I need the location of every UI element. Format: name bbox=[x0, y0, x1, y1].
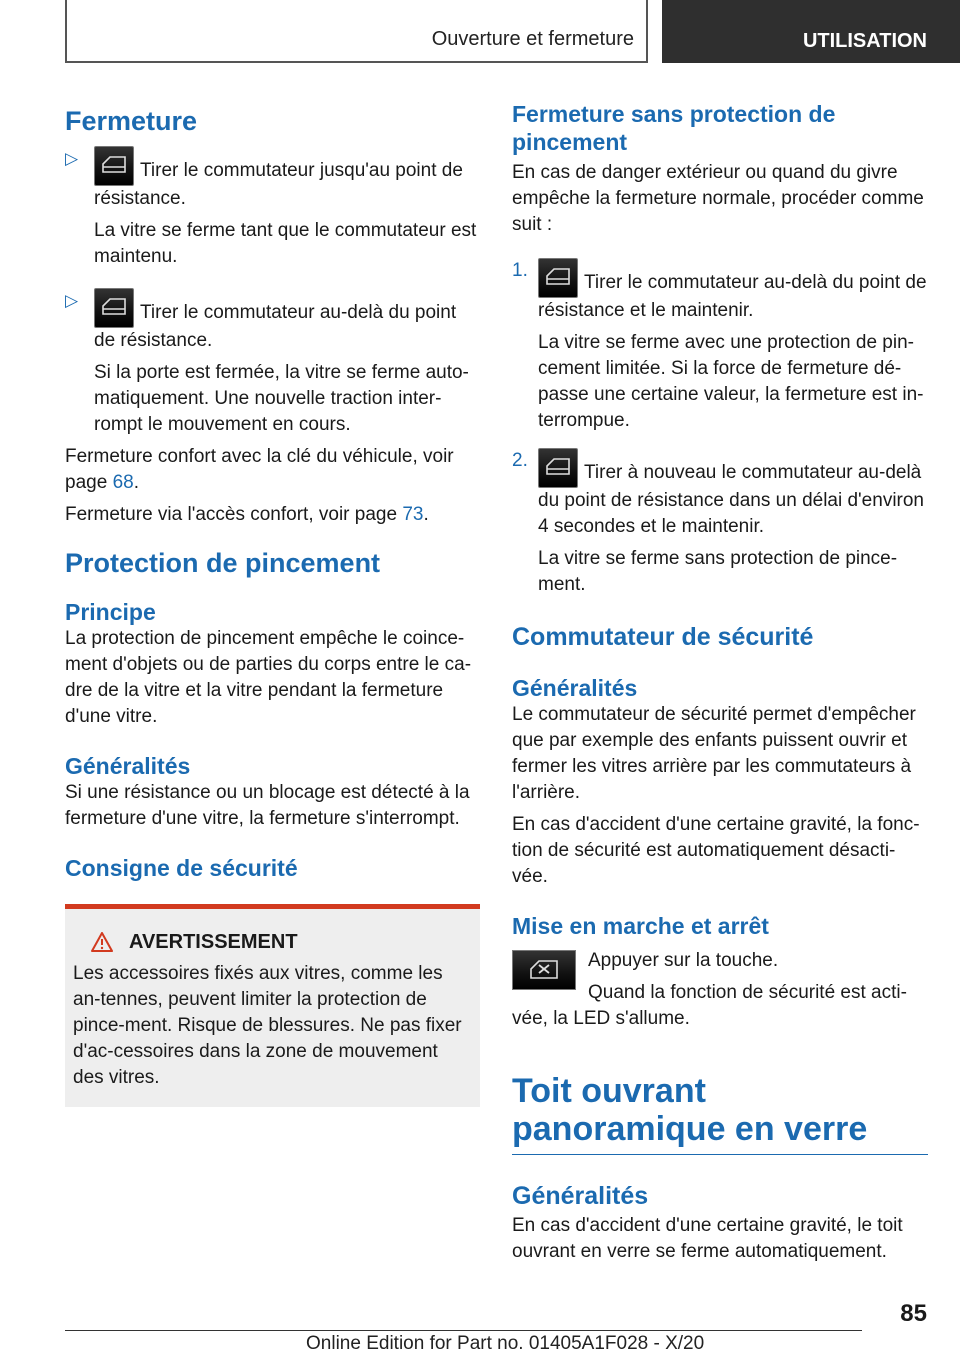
bullet-item-1 bbox=[65, 146, 480, 270]
principle-heading: Principe bbox=[65, 599, 156, 625]
safety-switch-heading: Commutateur de sécurité bbox=[512, 623, 814, 651]
warning-box bbox=[65, 904, 480, 1107]
pinch-protection-heading: Protection de pincement bbox=[65, 548, 381, 578]
comfort-access-paragraph bbox=[65, 502, 480, 528]
general-heading: Généralités bbox=[65, 753, 191, 779]
bullet-item-2 bbox=[65, 288, 480, 438]
roof-heading-rule bbox=[512, 1154, 928, 1155]
bullet-2-text: Tirer le commutateur au-delà du point de résistance. bbox=[94, 302, 457, 351]
child-lock-button-icon bbox=[512, 950, 576, 990]
onoff-line-1: Appuyer sur la touche. bbox=[588, 950, 779, 971]
bullet-1-text: Tirer le commutateur jusqu'au point de résistance. bbox=[94, 160, 463, 209]
onoff-line-2: Quand la fonction de sécurité est acti-vée, la LED s'allume. bbox=[512, 982, 907, 1029]
window-switch-icon bbox=[94, 288, 134, 328]
footer-edition: Online Edition for Part no. 01405A1F028 - X/20 bbox=[306, 1333, 705, 1354]
switch-general-text-2: En cas d'accident d'une certaine gravité, la fonc-tion de sécurité est automatiquement désacti-vée. bbox=[512, 814, 920, 887]
step-2-number: 2. bbox=[512, 450, 528, 471]
header-section-box bbox=[65, 0, 648, 63]
step-1 bbox=[512, 258, 928, 434]
right-column bbox=[512, 100, 928, 1265]
footer-rule bbox=[65, 1330, 862, 1331]
comfort-key-period: . bbox=[133, 472, 139, 493]
window-switch-icon bbox=[538, 448, 578, 488]
step-2-subtext: La vitre se ferme sans protection de pince-ment. bbox=[538, 548, 898, 595]
step-1-number: 1. bbox=[512, 260, 528, 281]
no-pinch-heading: Fermeture sans protection de pincement bbox=[512, 101, 836, 155]
header-chapter-box bbox=[662, 0, 960, 63]
safety-heading: Consigne de sécurité bbox=[65, 855, 298, 881]
general-text: Si une résistance ou un blocage est détecté à la fermeture d'une vitre, la fermeture s'interrompt. bbox=[65, 782, 470, 829]
window-switch-icon bbox=[94, 146, 134, 186]
bullet-2-subtext: Si la porte est fermée, la vitre se ferme auto-matiquement. Une nouvelle traction inter-rompt le mouvement en cours. bbox=[94, 362, 469, 435]
onoff-heading: Mise en marche et arrêt bbox=[512, 913, 769, 939]
step-2-text: Tirer à nouveau le commutateur au-delà du point de résistance dans un délai d'environ 4 secondes et le maintenir. bbox=[538, 462, 925, 537]
onoff-block bbox=[512, 948, 928, 1032]
left-column bbox=[65, 100, 480, 1107]
roof-heading: Toit ouvrant panoramique en verre bbox=[512, 1072, 868, 1148]
header-section-title: Ouverture et fermeture bbox=[431, 28, 634, 50]
switch-general-heading: Généralités bbox=[512, 675, 638, 701]
step-1-text: Tirer le commutateur au-delà du point de résistance et le maintenir. bbox=[538, 272, 927, 321]
principle-text: La protection de pincement empêche le coince-ment d'objets ou de parties du corps entre le ca-dre de la vitre et la vitre pendant la fermeture d'une vitre. bbox=[65, 628, 472, 727]
page-link-73[interactable]: 73 bbox=[402, 504, 424, 525]
roof-general-heading: Généralités bbox=[512, 1182, 649, 1210]
page-number: 85 bbox=[900, 1300, 927, 1327]
comfort-key-text: Fermeture confort avec la clé du véhicule, voir page bbox=[65, 446, 454, 493]
bullet-triangle-icon: ▷ bbox=[65, 291, 79, 310]
no-pinch-intro: En cas de danger extérieur ou quand du givre empêche la fermeture normale, procéder comme suit : bbox=[512, 162, 924, 235]
bullet-triangle-icon: ▷ bbox=[65, 149, 79, 168]
fermeture-heading: Fermeture bbox=[65, 106, 198, 136]
comfort-key-paragraph bbox=[65, 444, 480, 496]
header-chapter-title: UTILISATION bbox=[802, 30, 927, 52]
switch-general-text-1: Le commutateur de sécurité permet d'empêcher que par exemple des enfants puissent ouvrir et fermer les vitres arrière par les commutateurs à l'arrière. bbox=[512, 704, 916, 803]
warning-text: Les accessoires fixés aux vitres, comme les an-tennes, peuvent limiter la protection de pince-ment. Risque de blessures. Ne pas fixer d'ac-cessoires dans la zone de mouvement des vitres. bbox=[73, 963, 462, 1088]
roof-general-text: En cas d'accident d'une certaine gravité, le toit ouvrant en verre se ferme automatiquement. bbox=[512, 1215, 903, 1262]
step-2 bbox=[512, 448, 928, 598]
comfort-access-period: . bbox=[423, 504, 429, 525]
comfort-access-text: Fermeture via l'accès confort, voir page bbox=[65, 504, 398, 525]
window-switch-icon bbox=[538, 258, 578, 298]
page-link-68[interactable]: 68 bbox=[112, 472, 134, 493]
step-1-subtext: La vitre se ferme avec une protection de pin-cement limitée. Si la force de fermeture dé-passe une certaine valeur, la fermeture est in-terrompue. bbox=[538, 332, 924, 431]
warning-label: AVERTISSEMENT bbox=[129, 931, 298, 953]
warning-triangle-icon bbox=[91, 932, 113, 952]
bullet-1-subtext: La vitre se ferme tant que le commutateur est maintenu. bbox=[94, 220, 477, 267]
